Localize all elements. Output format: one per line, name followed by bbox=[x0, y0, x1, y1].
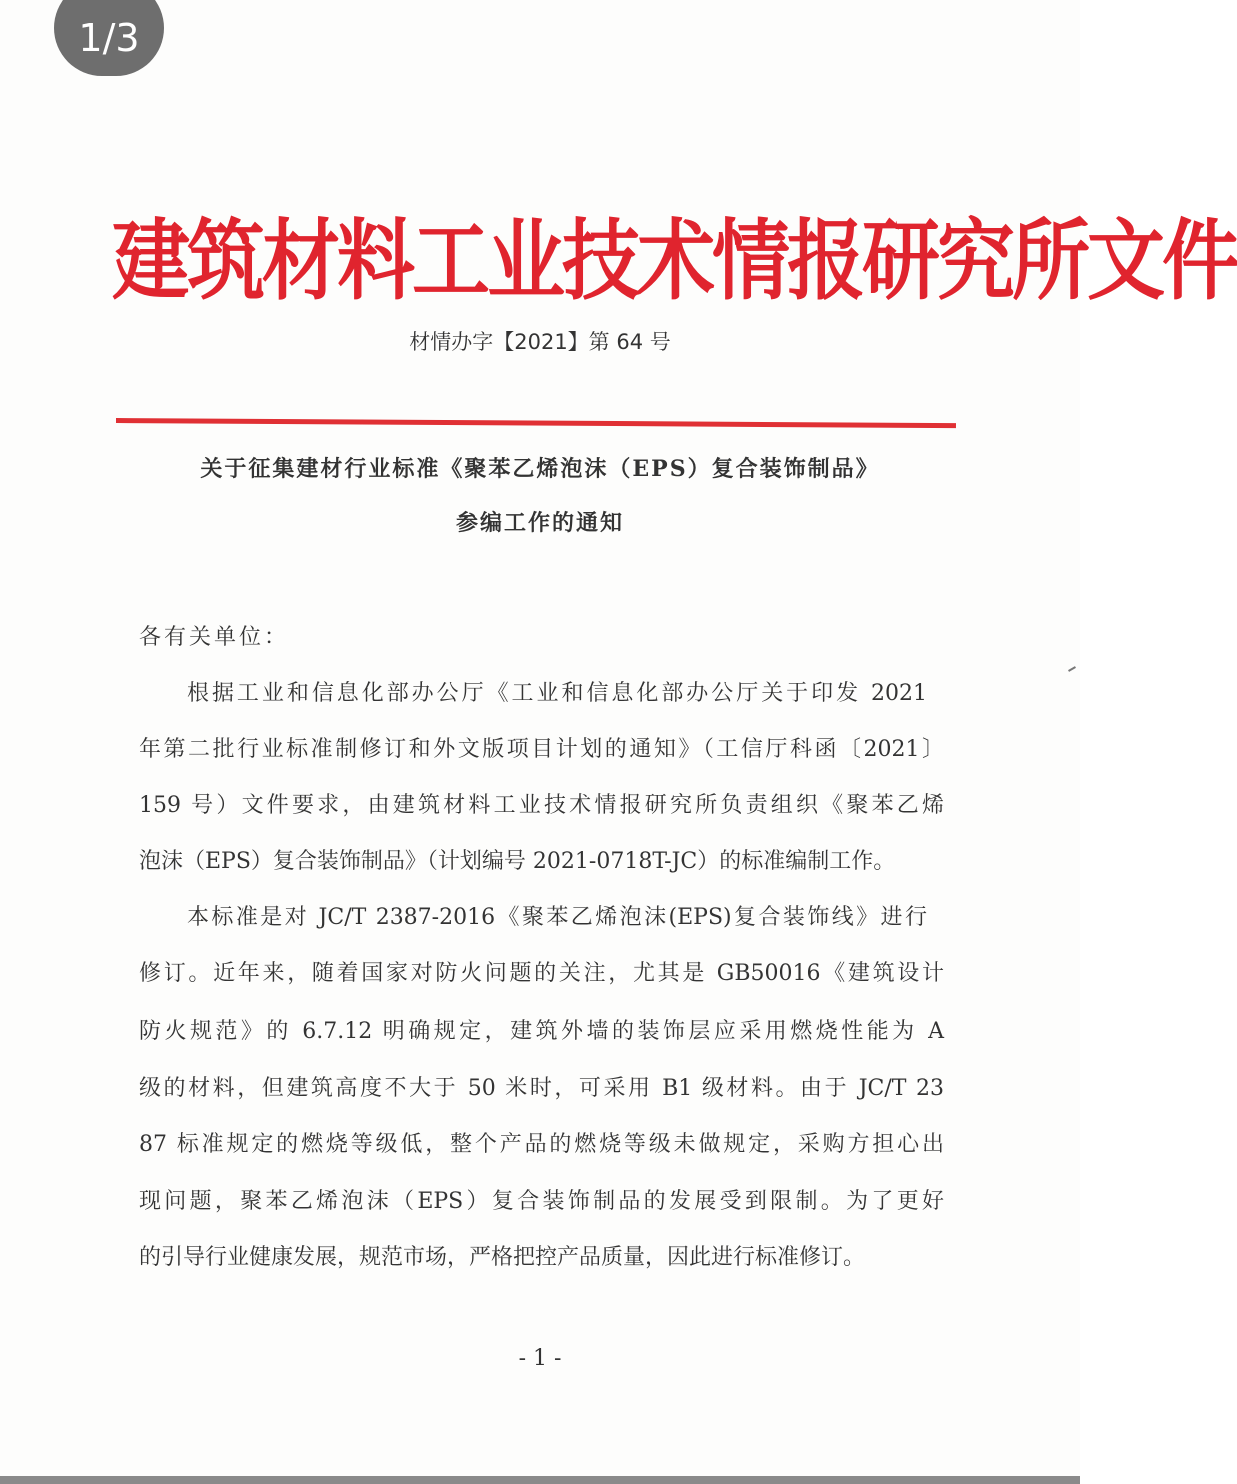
page-bottom-edge bbox=[0, 1476, 1080, 1484]
notice-title-line-1: 关于征集建材行业标准《聚苯乙烯泡沫（EPS）复合装饰制品》 bbox=[200, 456, 880, 482]
notice-title-line-2: 参编工作的通知 bbox=[455, 510, 624, 536]
paragraph-line: 年第二批行业标准制修订和外文版项目计划的通知》（工信厅科函〔2021〕 bbox=[139, 737, 944, 762]
paragraph-line: 本标准是对 JC/T 2387-2016《聚苯乙烯泡沫(EPS)复合装饰线》进行 bbox=[187, 905, 927, 930]
scan-mark bbox=[1068, 666, 1076, 672]
salutation: 各有关单位： bbox=[139, 625, 290, 650]
paragraph-line: 159 号）文件要求，由建筑材料工业技术情报研究所负责组织《聚苯乙烯 bbox=[139, 793, 944, 818]
page-number: - 1 - bbox=[518, 1346, 562, 1371]
paragraph-line: 根据工业和信息化部办公厅《工业和信息化部办公厅关于印发 2021 bbox=[187, 681, 927, 706]
paragraph-line: 现问题，聚苯乙烯泡沫（EPS）复合装饰制品的发展受到限制。为了更好 bbox=[139, 1189, 944, 1214]
paragraph-line: 级的材料，但建筑高度不大于 50 米时，可采用 B1 级材料。由于 JC/T 23 bbox=[139, 1076, 944, 1101]
page-counter: 1/3 bbox=[54, 0, 164, 76]
document-header: 建筑材料工业技术情报研究所文件 bbox=[112, 211, 1237, 313]
paragraph-line: 防火规范》的 6.7.12 明确规定，建筑外墙的装饰层应采用燃烧性能为 A bbox=[139, 1019, 944, 1044]
header-divider bbox=[116, 418, 956, 428]
paragraph-line: 修订。近年来，随着国家对防火问题的关注，尤其是 GB50016《建筑设计 bbox=[139, 961, 944, 986]
paragraph-line: 泡沫（EPS）复合装饰制品》（计划编号 2021-0718T-JC）的标准编制工作。 bbox=[139, 849, 896, 874]
paragraph-line: 的引导行业健康发展，规范市场，严格把控产品质量，因此进行标准修订。 bbox=[139, 1245, 866, 1270]
document-number: 材情办字【2021】第 64 号 bbox=[409, 330, 671, 354]
paragraph-line: 87 标准规定的燃烧等级低，整个产品的燃烧等级未做规定，采购方担心出 bbox=[139, 1132, 944, 1157]
page-counter-badge bbox=[54, 0, 164, 76]
